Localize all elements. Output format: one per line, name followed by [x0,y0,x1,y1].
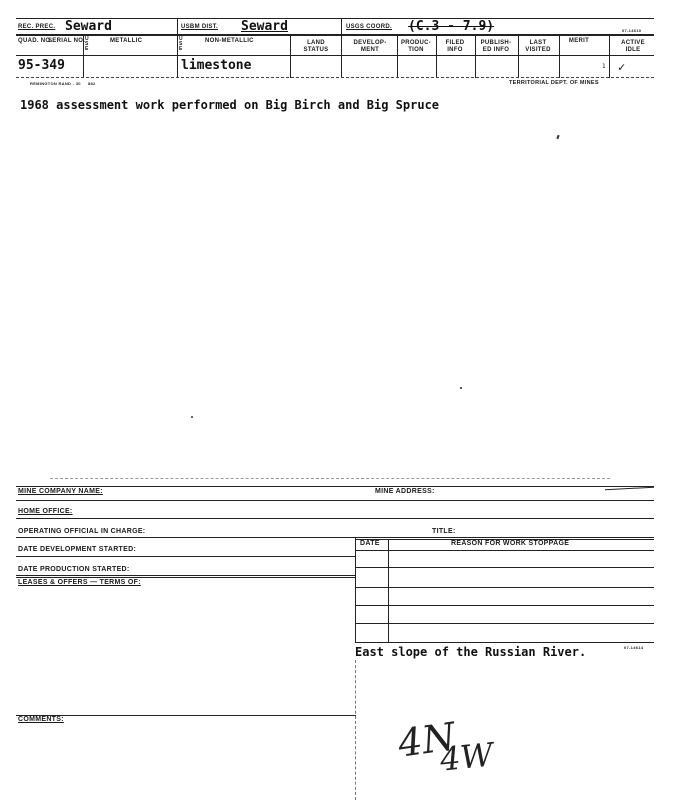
date-development-label: DATE DEVELOPMENT STARTED: [18,546,137,553]
quad-serial-value: 95-349 [18,58,65,73]
col-line-5 [397,34,398,78]
right-table-date-sep [388,539,389,643]
right-row-2 [355,587,654,588]
col-published-info: PUBLISH-ED INFO [480,40,512,53]
speck-3 [191,416,193,418]
usgs-coord-label: USGS COORD. [346,24,392,30]
active-idle-check: ✓ [618,60,626,74]
line-official [16,537,654,538]
line-prod-double [16,577,356,578]
right-row-5 [355,642,654,643]
bottom-top-line [16,486,654,487]
operating-official-label: OPERATING OFFICIAL IN CHARGE: [18,528,146,535]
right-row-1 [355,567,654,568]
col-production: PRODUC-TION [400,40,432,53]
col-line-7 [475,34,476,78]
line-dev [16,556,356,557]
right-row-3 [355,605,654,606]
col-non-metallic: NON-METALLIC [205,38,254,44]
form-number-top: 07-14610 [622,28,642,33]
form-number-bottom: 07-14614 [624,645,644,650]
col-line-9 [559,34,560,78]
curl-right [605,483,654,491]
reason-col-header: REASON FOR WORK STOPPAGE [451,540,570,547]
col-line-6 [436,34,437,78]
header-sep-1 [177,18,178,34]
mine-address-label: MINE ADDRESS: [375,488,435,495]
col-last-visited: LAST VISITED [525,40,551,53]
right-row-4 [355,623,654,624]
right-table-head-bottom [355,550,654,551]
handwriting-bottom: 4W [438,735,496,779]
col-line-3 [290,34,291,78]
col-use-nonmetallic: U S E [179,36,183,52]
footer-right-text: TERRITORIAL DEPT. OF MINES [509,80,599,86]
speck-1 [556,135,559,139]
col-line-2 [177,34,178,78]
location-text: East slope of the Russian River. [355,645,587,659]
leases-offers-label: LEASES & OFFERS — TERMS OF: [18,579,141,586]
date-col-header: DATE [360,540,380,547]
line-prod [16,575,356,576]
speck-2 [460,387,462,389]
col-line-8 [518,34,519,78]
rec-prec-label: REC. PREC. [18,24,56,30]
col-line-10 [609,34,610,78]
col-active-idle: ACTIVE IDLE [621,40,645,53]
col-line-1 [83,34,84,78]
header-sep-2 [341,18,342,34]
mine-company-name-label: MINE COMPANY NAME: [18,488,103,495]
col-line-4 [341,34,342,78]
line-comments [16,715,356,716]
footer-left-text: REMINGTON RAND - 30 [30,81,81,86]
col-development: DEVELOP-MENT [353,40,387,53]
home-office-label: HOME OFFICE: [18,508,73,515]
col-use-metallic: U S E [85,36,89,52]
title-label: TITLE: [432,528,456,535]
date-production-label: DATE PRODUCTION STARTED: [18,566,130,573]
col-metallic: METALLIC [110,38,143,44]
col-land-status: LAND STATUS [303,40,329,53]
right-table-left [355,537,356,643]
line-company [16,500,654,501]
top-bottom-dashed [50,478,610,479]
usgs-coord-value: (C.3 - 7.9) [408,19,495,34]
comments-label: COMMENTS: [18,716,64,723]
col-serial-no: SERIAL NO. [48,38,86,44]
col-filed-info: FILED INFO [445,40,465,53]
col-merit: MERIT [568,38,590,44]
usbm-dist-label: USBM DIST. [181,24,219,30]
lower-vertical-divider [355,660,356,800]
line-home-office [16,518,654,519]
rec-prec-value: Seward [65,19,112,34]
assessment-note: 1968 assessment work performed on Big Birch and Big Spruce [20,98,440,112]
merit-mark: 1 [602,63,606,70]
footer-left-code: 882 [88,81,96,86]
col-quad-no: QUAD. NO. [18,38,53,44]
handwriting-top: 4N [395,714,459,766]
usbm-dist-value: Seward [241,19,288,34]
non-metallic-value: limestone [181,58,252,73]
row-bottom-dashed [16,77,654,78]
